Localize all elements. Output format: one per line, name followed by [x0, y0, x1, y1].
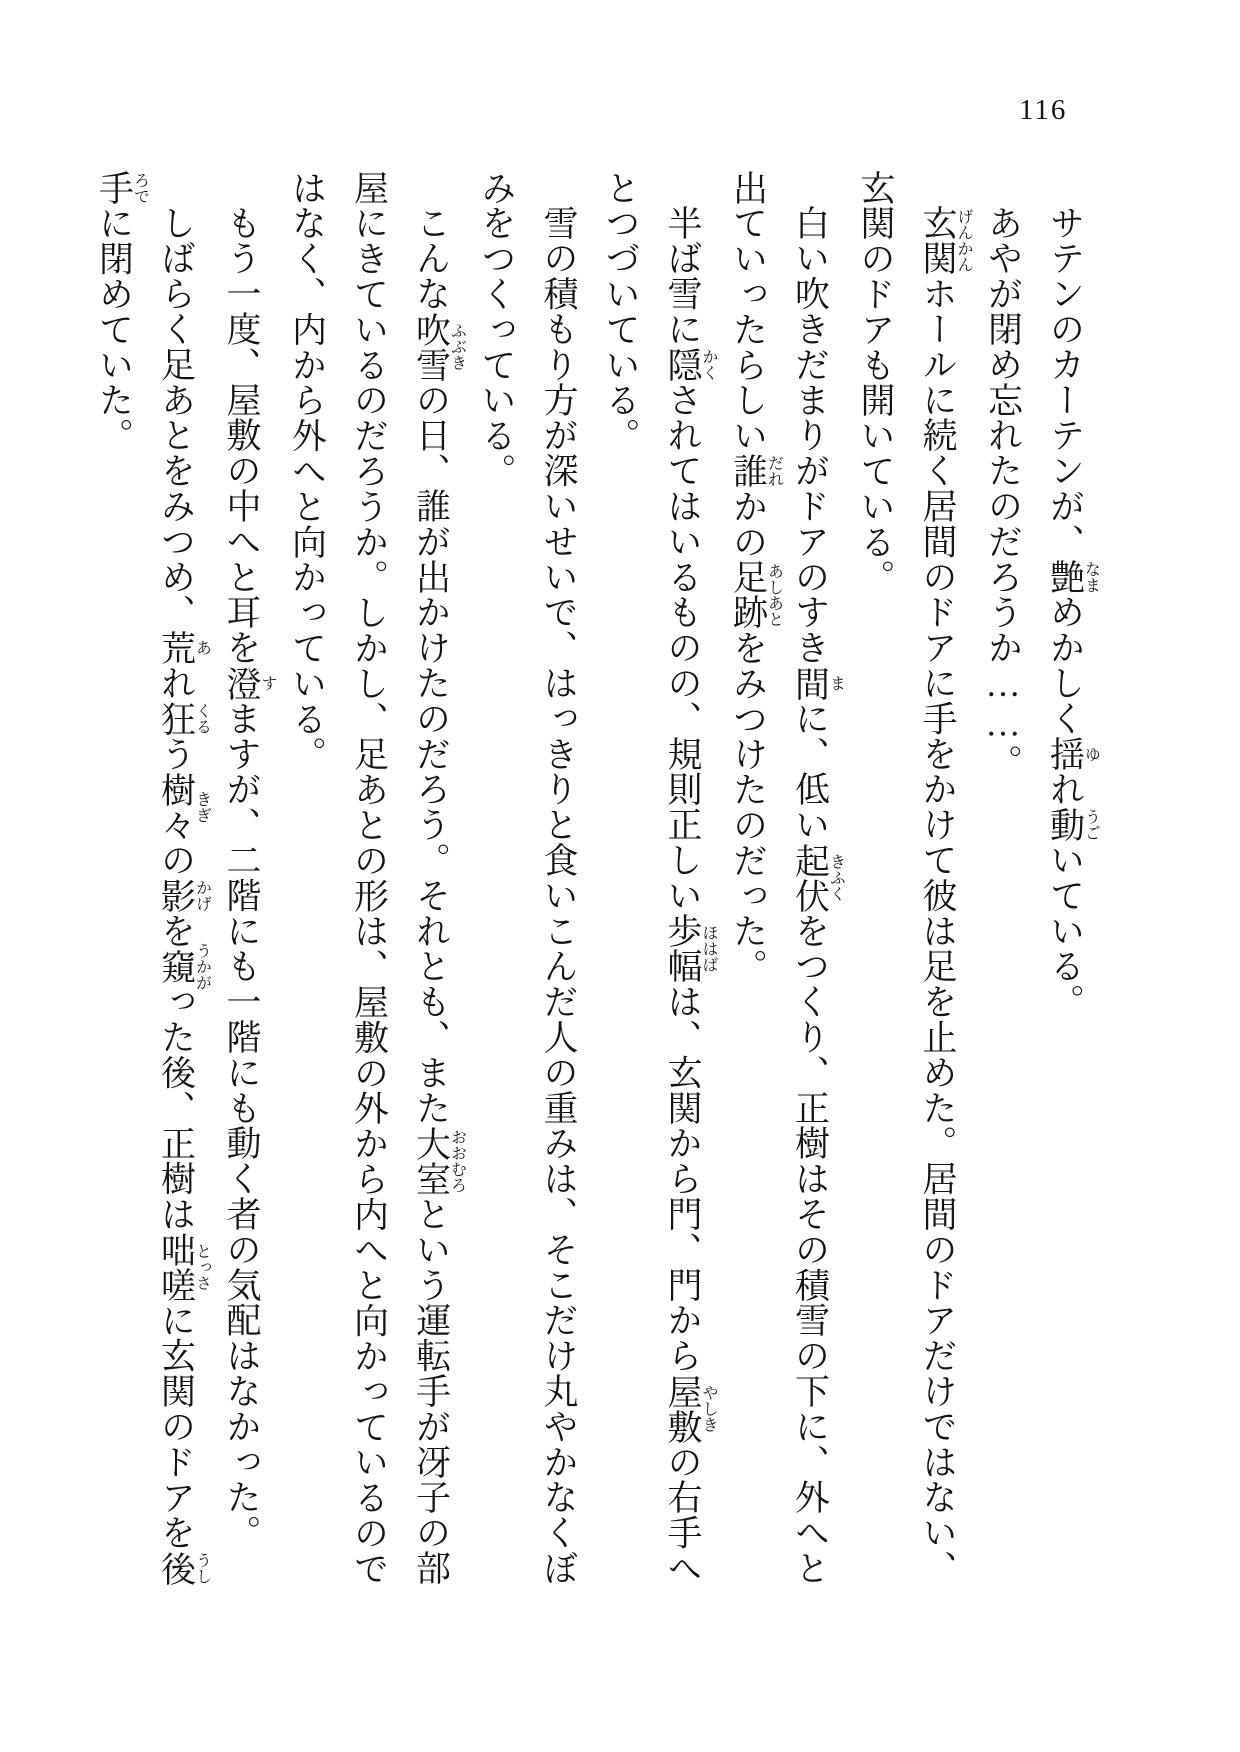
- paragraph: あやが閉め忘れたのだろうか……。: [983, 205, 1023, 780]
- furigana-ruby: 誰だれ: [728, 453, 783, 489]
- paragraph: 玄関げんかんホールに続く居間のドアに手をかけて彼は足を止めた。居間のドアだけではない、玄関のドアも開いている。: [856, 170, 972, 1587]
- furigana-ruby: 荒あ: [156, 630, 211, 666]
- furigana-ruby: 動うご: [1045, 807, 1100, 843]
- furigana-ruby: 艶なま: [1045, 559, 1100, 595]
- furigana-ruby: 樹々きぎ: [156, 771, 211, 843]
- furigana-ruby: 手ろで: [94, 170, 149, 206]
- text-block: [94, 170, 1100, 1590]
- paragraph: もう一度、屋敷の中へと耳を澄すますが、二階にも一階にも動く者の気配はなかった。: [222, 205, 276, 1551]
- furigana-ruby: 狂くる: [156, 701, 211, 737]
- furigana-ruby: 玄関げんかん: [918, 205, 972, 277]
- furigana-ruby: 窺うかが: [156, 942, 211, 991]
- furigana-ruby: 澄す: [222, 665, 276, 701]
- paragraph: 雪の積もり方が深いせいで、はっきりと食いこんだ人の重みは、そこだけ丸やかなくぼみをつくっている。: [477, 170, 578, 1586]
- furigana-ruby: 影かげ: [156, 878, 211, 914]
- furigana-ruby: 足跡あしあと: [728, 559, 783, 631]
- furigana-ruby: 吹雪ふぶき: [411, 311, 466, 383]
- page-number: 116: [1019, 94, 1068, 126]
- furigana-ruby: 咄嗟とっさ: [156, 1232, 211, 1303]
- furigana-ruby: 間ま: [790, 665, 845, 701]
- paragraph: サテンのカーテンが、艶なまめかしく揺ゆれ動うごいている。: [1045, 205, 1100, 1020]
- paragraph: 白い吹きだまりがドアのすき間まに、低い起伏きふくをつくり、正樹はその積雪の下に、外へと出ていったらしい誰だれかの足跡あしあとをみつけたのだった。: [728, 170, 845, 1587]
- furigana-ruby: 大室おおむろ: [411, 1125, 466, 1197]
- furigana-ruby: 隠かく: [663, 347, 717, 383]
- furigana-ruby: 歩幅ほはば: [663, 913, 717, 985]
- paragraph: しばらく足あとをみつめ、荒あれ狂くるう樹々きぎの影かげを窺うかがった後、正樹は咄嗟とっさに玄関のドアを後うし手ろでに閉めていた。: [94, 170, 211, 1587]
- furigana-ruby: 屋敷やしき: [663, 1373, 717, 1445]
- furigana-ruby: 起伏きふく: [790, 842, 845, 914]
- paragraph: こんな吹雪ふぶきの日、誰が出かけたのだろう。それとも、また大室おおむろという運転手が冴子の部屋にきているのだろうか。しかし、足あとの形は、屋敷の外から内へと向かっているのではなく、内から外へと向かっている。: [287, 170, 466, 1587]
- furigana-ruby: 後うし: [156, 1550, 211, 1587]
- paragraph: 半ば雪に隠かくされてはいるものの、規則正しい歩幅ほはばは、玄関から門、門から屋敷やしきの右手へとつづいている。: [601, 170, 717, 1587]
- furigana-ruby: 揺ゆ: [1045, 736, 1100, 772]
